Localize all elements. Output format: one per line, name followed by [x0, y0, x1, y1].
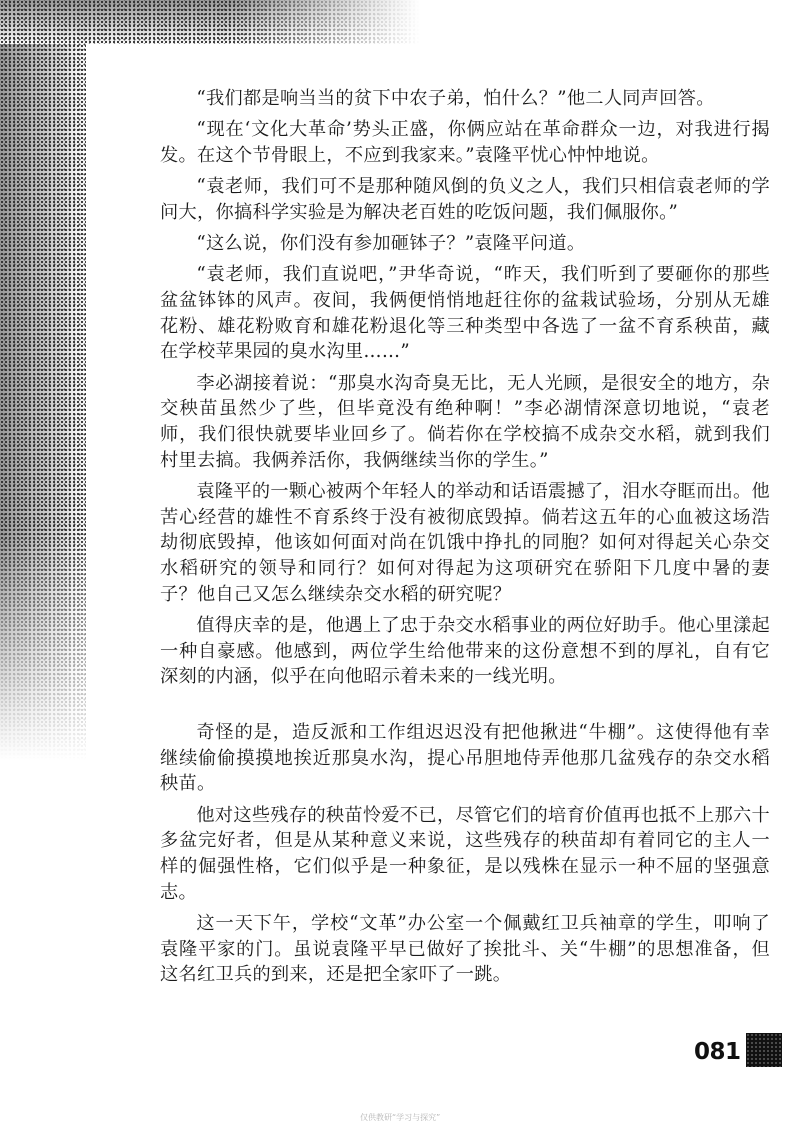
paragraph: “袁老师，我们可不是那种随风倒的负义之人，我们只相信袁老师的学问大，你搞科学实验是为解决老百姓的吃饭问题，我们佩服你。” [160, 176, 770, 223]
page-number: 081 [694, 1039, 741, 1065]
paragraph: “这么说，你们没有参加砸钵子？”袁隆平问道。 [196, 233, 586, 255]
scan-edge-shadow-left [0, 0, 86, 760]
paragraph: “我们都是响当当的贫下中农子弟，怕什么？”他二人同声回答。 [196, 88, 715, 109]
paragraph: 李必湖接着说：“那臭水沟奇臭无比，无人光顾，是很安全的地方，杂交秧苗虽然少了些，但毕竟没有绝种啊！”李必湖情深意切地说，“袁老师，我们很快就要毕业回乡了。倘若你在学校搞不成杂交水稻，就到我们村里去搞。我俩养活你，我俩继续当你的学生。” [160, 372, 770, 471]
body-text [160, 86, 770, 994]
footer-stamp: 仅供教研“学习与探究” [360, 1113, 441, 1122]
paragraph: 奇怪的是，造反派和工作组迟迟没有把他揪进“牛棚”。这使得他有幸继续偷偷摸摸地挨近那臭水沟，提心吊胆地侍弄他那几盆残存的杂交水稻秧苗。 [160, 721, 770, 795]
page-marker-block [746, 1033, 782, 1067]
scan-edge-shadow-top [0, 0, 420, 44]
paragraph: “袁老师，我们直说吧，”尹华奇说，“昨天，我们听到了要砸你的那些盆盆钵钵的风声。夜间，我俩便悄悄地赶往你的盆栽试验场，分别从无雄花粉、雄花粉败育和雄花粉退化等三种类型中各选了一盆不育系秧苗，藏在学校苹果园的臭水沟里……” [160, 264, 770, 363]
paragraph: 袁隆平的一颗心被两个年轻人的举动和话语震撼了，泪水夺眶而出。他苦心经营的雄性不育系终于没有被彻底毁掉。倘若这五年的心血被这场浩劫彻底毁掉，他该如何面对尚在饥饿中挣扎的同胞？如何对得起关心杂交水稻研究的领导和同行？如何对得起为这项研究在骄阳下几度中暑的妻子？他自己又怎么继续杂交水稻的研究呢？ [160, 480, 770, 605]
paragraph: 他对这些残存的秧苗怜爱不已，尽管它们的培育价值再也抵不上那六十多盆完好者，但是从某种意义来说，这些残存的秧苗却有着同它的主人一样的倔强性格，它们似乎是一种象征，是以残株在显示一种不屈的坚强意志。 [160, 804, 770, 903]
paragraph: 值得庆幸的是，他遇上了忠于杂交水稻事业的两位好助手。他心里漾起一种自豪感。他感到，两位学生给他带来的这份意想不到的厚礼，自有它深刻的内涵，似乎在向他昭示着未来的一线光明。 [160, 614, 770, 688]
paragraph: “现在‘文化大革命’势头正盛，你俩应站在革命群众一边，对我进行揭发。在这个节骨眼上，不应到我家来。”袁隆平忧心忡忡地说。 [160, 119, 770, 166]
paragraph: 这一天下午，学校“文革”办公室一个佩戴红卫兵袖章的学生，叩响了袁隆平家的门。虽说袁隆平早已做好了挨批斗、关“牛棚”的思想准备，但这名红卫兵的到来，还是把全家吓了一跳。 [160, 912, 770, 986]
